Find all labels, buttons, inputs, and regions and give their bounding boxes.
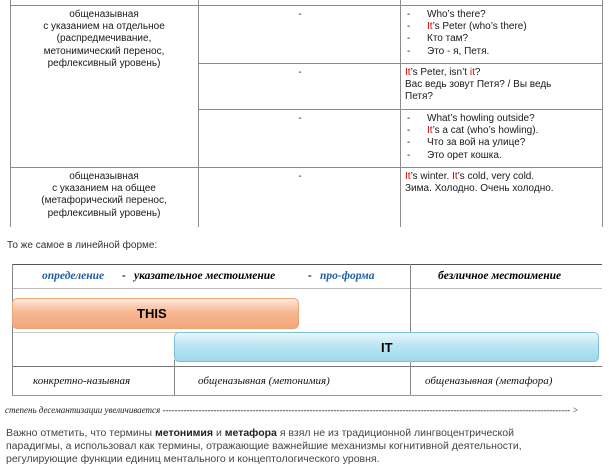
example-line: It’s winter. It’s cold, very cold.	[405, 171, 535, 182]
table-divider-2	[400, 0, 401, 227]
note-text: и	[213, 427, 225, 439]
this-bar	[12, 298, 299, 329]
list-item: - Что за вой на улице?	[405, 137, 538, 149]
it-bar-label: IT	[381, 340, 393, 355]
heading-sep-2: -	[308, 270, 312, 282]
list-item: - Who’s there?	[405, 9, 527, 21]
row1-sub2-example	[405, 67, 595, 104]
note-text: я взял не из традиционной лингвоцентрической парадигмы, а использовал как термины, отражающие важнейшие механизмы когнитивной деятельности, регулирующие функции единиц ментального и концептологического уровня.	[6, 427, 522, 465]
diagram-top-line	[12, 264, 602, 265]
comparison-table	[10, 0, 603, 227]
list-item: - What’s howling outside?	[405, 113, 538, 125]
example-line: Вас ведь зовут Петя? / Вы ведь	[405, 79, 552, 91]
table-row-top	[10, 5, 603, 6]
heading-sep-1: -	[122, 270, 126, 282]
note-term-metaphor: метафора	[224, 427, 277, 439]
example-line: It’s Peter, isn’t it?	[405, 67, 481, 78]
table-row-line	[10, 167, 603, 168]
list-item: - Это орет кошка.	[405, 150, 538, 162]
table-border-right	[602, 0, 603, 227]
diagram-tick-2	[410, 264, 411, 395]
terminology-note	[6, 427, 566, 465]
row2-example	[405, 171, 595, 195]
label-metonymy: общеназывная (метонимия)	[198, 375, 330, 387]
it-bar	[174, 332, 599, 362]
heading-proform: про-форма	[320, 270, 375, 282]
list-item: - It’s a cat (who’s howling).	[405, 125, 538, 137]
row1-sub3-list	[405, 113, 538, 162]
list-item: - Это - я, Петя.	[405, 46, 527, 58]
row1-sub2-dash: -	[298, 67, 302, 78]
linear-form-caption: То же самое в линейной форме:	[7, 240, 158, 251]
diagram-header-line	[12, 288, 602, 289]
row1-sub1-dash: -	[298, 9, 302, 20]
diagram-axis-line	[12, 366, 602, 367]
row1-sub3-dash: -	[298, 113, 302, 124]
heading-impersonal-pronoun: безличное местоимение	[438, 270, 562, 282]
heading-definition: определение	[42, 270, 105, 282]
row2-label: общеназывная с указанием на общее (метафорический перенос, рефлексивный уровень)	[41, 171, 167, 219]
row1-label: общеназывная с указанием на отдельное (распредмечивание, метонимический перенос, рефлексивный уровень)	[43, 9, 165, 69]
list-item: - Кто там?	[405, 33, 527, 45]
note-text: Важно отметить, что термины	[6, 427, 155, 439]
diagram-tick-1	[174, 360, 175, 395]
table-subrow-line-1	[198, 63, 603, 64]
example-line: Зима. Холодно. Очень холодно.	[405, 183, 554, 195]
desemantization-scale: степень десемантизации увеличивается ---------------------------------------------------------------------------------------------------------------------------------------- >	[5, 405, 579, 415]
table-divider-1	[198, 0, 199, 227]
diagram-bottom-line	[12, 395, 602, 396]
row2-dash: -	[298, 171, 302, 182]
this-bar-label: THIS	[137, 306, 167, 321]
example-line: Петя?	[405, 91, 433, 103]
diagram-mid-line	[12, 332, 177, 333]
diagram-left-edge	[12, 264, 13, 395]
note-term-metonymy: метонимия	[154, 427, 214, 439]
label-concrete: конкретно-назывная	[33, 375, 131, 387]
list-item: - It’s Peter (who’s there)	[405, 21, 527, 33]
linear-diagram	[0, 262, 609, 422]
table-subrow-line-2	[198, 109, 603, 110]
label-metaphor: общеназывная (метафора)	[425, 375, 553, 387]
row1-sub1-list	[405, 9, 527, 58]
heading-pointer-pronoun: указательное местоимение	[134, 270, 276, 282]
